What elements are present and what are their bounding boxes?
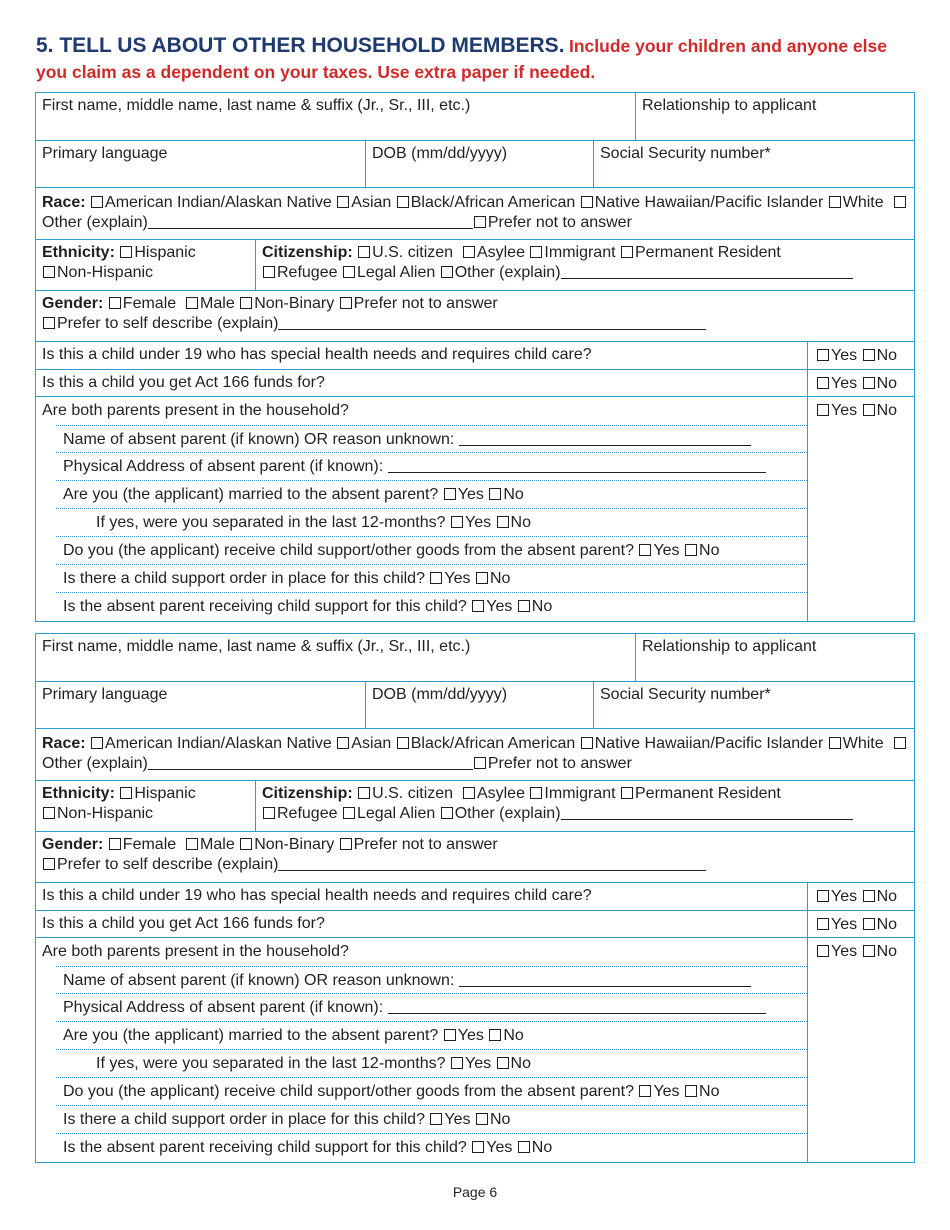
citizenship-other-line[interactable] bbox=[561, 805, 853, 820]
gender-checkbox[interactable] bbox=[240, 297, 252, 309]
absent-parent-name: Name of absent parent (if known) OR reason unknown: bbox=[56, 966, 807, 994]
separated-question: If yes, were you separated in the last 12-months? Yes No bbox=[56, 509, 807, 537]
gender-describe-line[interactable] bbox=[278, 856, 706, 871]
citizenship-checkbox[interactable] bbox=[621, 246, 633, 258]
ethnicity-checkbox[interactable] bbox=[120, 246, 132, 258]
ethnicity-checkbox[interactable] bbox=[43, 807, 55, 819]
no-checkbox[interactable] bbox=[489, 1029, 501, 1041]
yes-checkbox[interactable] bbox=[639, 544, 651, 556]
yes-checkbox[interactable] bbox=[817, 377, 829, 389]
race-checkbox[interactable] bbox=[397, 737, 409, 749]
no-checkbox[interactable] bbox=[863, 377, 875, 389]
no-checkbox[interactable] bbox=[863, 349, 875, 361]
separated-question: If yes, were you separated in the last 12-months? Yes No bbox=[56, 1050, 807, 1078]
relationship-field[interactable]: Relationship to applicant bbox=[635, 93, 914, 140]
race-checkbox[interactable] bbox=[829, 196, 841, 208]
yes-checkbox[interactable] bbox=[817, 349, 829, 361]
member-block-2 bbox=[35, 633, 915, 1163]
special-needs-yes-no: Yes No bbox=[807, 342, 914, 369]
absent-receiving-question: Is the absent parent receiving child support for this child? Yes No bbox=[63, 1139, 553, 1156]
race-checkbox[interactable] bbox=[894, 737, 906, 749]
no-checkbox[interactable] bbox=[497, 516, 509, 528]
gender-row: Gender: Female Male Non-Binary Prefer not to answer Prefer to self describe (explain) bbox=[36, 291, 914, 341]
citizenship-checkbox[interactable] bbox=[358, 787, 370, 799]
race-checkbox[interactable] bbox=[894, 196, 906, 208]
language-field[interactable]: Primary language bbox=[42, 145, 168, 162]
gender-checkbox[interactable] bbox=[43, 858, 55, 870]
no-checkbox[interactable] bbox=[863, 890, 875, 902]
citizenship-checkbox[interactable] bbox=[358, 246, 370, 258]
citizenship-cell: Citizenship: U.S. citizen Asylee Immigrant Permanent Resident Refugee Legal Alien Other (explain) bbox=[255, 240, 914, 290]
ethnicity-cell: Ethnicity: Hispanic Non-Hispanic bbox=[42, 785, 196, 822]
race-checkbox[interactable] bbox=[91, 737, 103, 749]
act166-yes-no: Yes No bbox=[807, 370, 914, 396]
ethnicity-cell: Ethnicity: Hispanic Non-Hispanic bbox=[42, 244, 196, 281]
special-needs-question: Is this a child under 19 who has special health needs and requires child care? bbox=[42, 346, 592, 363]
race-checkbox[interactable] bbox=[337, 737, 349, 749]
no-checkbox[interactable] bbox=[518, 1141, 530, 1153]
ssn-field[interactable]: Social Security number* bbox=[593, 682, 914, 728]
gender-checkbox[interactable] bbox=[186, 297, 198, 309]
act166-question: Is this a child you get Act 166 funds for? bbox=[42, 915, 325, 932]
yes-checkbox[interactable] bbox=[472, 1141, 484, 1153]
section-title: 5. TELL US ABOUT OTHER HOUSEHOLD MEMBERS. bbox=[36, 34, 565, 57]
yes-checkbox[interactable] bbox=[817, 404, 829, 416]
dob-field[interactable]: DOB (mm/dd/yyyy) bbox=[365, 682, 593, 728]
race-row: Race: American Indian/Alaskan Native Asian Black/African American Native Hawaiian/Pacific Islander White Other (explain) Prefer not to answer bbox=[36, 729, 914, 780]
yes-checkbox[interactable] bbox=[451, 1057, 463, 1069]
act166-yes-no: Yes No bbox=[807, 911, 914, 937]
ssn-field[interactable]: Social Security number* bbox=[593, 141, 914, 187]
gender-checkbox[interactable] bbox=[186, 838, 198, 850]
no-checkbox[interactable] bbox=[518, 600, 530, 612]
gender-describe-line[interactable] bbox=[278, 315, 706, 330]
citizenship-checkbox[interactable] bbox=[463, 787, 475, 799]
both-parents-yes-no: Yes No bbox=[807, 938, 914, 1162]
absent-parent-name-line[interactable] bbox=[459, 972, 751, 987]
race-row: Race: American Indian/Alaskan Native Asian Black/African American Native Hawaiian/Pacific Islander White Other (explain) Prefer not to answer bbox=[36, 188, 914, 239]
support-order-question: Is there a child support order in place for this child? Yes No bbox=[56, 565, 807, 593]
race-checkbox[interactable] bbox=[337, 196, 349, 208]
gender-checkbox[interactable] bbox=[340, 838, 352, 850]
name-field[interactable]: First name, middle name, last name & suffix (Jr., Sr., III, etc.) bbox=[42, 97, 471, 114]
citizenship-checkbox[interactable] bbox=[263, 807, 275, 819]
section-heading bbox=[36, 34, 916, 86]
race-checkbox[interactable] bbox=[397, 196, 409, 208]
section-instructions: Include your children and anyone else you claim as a dependent on your taxes. Use extra paper if needed. bbox=[36, 36, 887, 82]
yes-checkbox[interactable] bbox=[817, 918, 829, 930]
page-number: Page 6 bbox=[452, 1184, 498, 1200]
absent-parent-name: Name of absent parent (if known) OR reason unknown: bbox=[56, 425, 807, 453]
yes-checkbox[interactable] bbox=[639, 1085, 651, 1097]
citizenship-checkbox[interactable] bbox=[263, 266, 275, 278]
special-needs-question: Is this a child under 19 who has special health needs and requires child care? bbox=[42, 887, 592, 904]
gender-checkbox[interactable] bbox=[43, 317, 55, 329]
gender-checkbox[interactable] bbox=[340, 297, 352, 309]
gender-checkbox[interactable] bbox=[109, 838, 121, 850]
no-checkbox[interactable] bbox=[476, 1113, 488, 1125]
citizenship-checkbox[interactable] bbox=[343, 266, 355, 278]
married-question: Are you (the applicant) married to the absent parent? Yes No bbox=[56, 1022, 807, 1050]
parents-section bbox=[36, 397, 807, 621]
married-question: Are you (the applicant) married to the absent parent? Yes No bbox=[56, 481, 807, 509]
race-other-line[interactable] bbox=[148, 755, 473, 770]
absent-parent-address-line[interactable] bbox=[388, 458, 766, 473]
absent-parent-name-line[interactable] bbox=[459, 431, 751, 446]
citizenship-other-line[interactable] bbox=[561, 264, 853, 279]
citizenship-checkbox[interactable] bbox=[530, 787, 542, 799]
special-needs-yes-no: Yes No bbox=[807, 883, 914, 910]
citizenship-checkbox[interactable] bbox=[441, 807, 453, 819]
race-checkbox[interactable] bbox=[474, 757, 486, 769]
citizenship-cell: Citizenship: U.S. citizen Asylee Immigrant Permanent Resident Refugee Legal Alien Other (explain) bbox=[255, 781, 914, 831]
no-checkbox[interactable] bbox=[497, 1057, 509, 1069]
ethnicity-checkbox[interactable] bbox=[43, 266, 55, 278]
citizenship-checkbox[interactable] bbox=[621, 787, 633, 799]
yes-checkbox[interactable] bbox=[451, 516, 463, 528]
citizenship-checkbox[interactable] bbox=[441, 266, 453, 278]
absent-parent-address-line[interactable] bbox=[388, 999, 766, 1014]
no-checkbox[interactable] bbox=[863, 945, 875, 957]
absent-receiving-question: Is the absent parent receiving child support for this child? Yes No bbox=[63, 598, 553, 615]
name-field[interactable]: First name, middle name, last name & suffix (Jr., Sr., III, etc.) bbox=[42, 638, 471, 655]
citizenship-checkbox[interactable] bbox=[343, 807, 355, 819]
no-checkbox[interactable] bbox=[476, 572, 488, 584]
member-block-1 bbox=[35, 92, 915, 622]
yes-checkbox[interactable] bbox=[817, 890, 829, 902]
yes-checkbox[interactable] bbox=[472, 600, 484, 612]
gender-row: Gender: Female Male Non-Binary Prefer not to answer Prefer to self describe (explain) bbox=[36, 832, 914, 882]
receive-support-question: Do you (the applicant) receive child support/other goods from the absent parent? Yes No bbox=[56, 1078, 807, 1106]
act166-question: Is this a child you get Act 166 funds for? bbox=[42, 374, 325, 391]
gender-checkbox[interactable] bbox=[109, 297, 121, 309]
race-checkbox[interactable] bbox=[581, 737, 593, 749]
citizenship-checkbox[interactable] bbox=[463, 246, 475, 258]
both-parents-question: Are both parents present in the household? bbox=[42, 943, 349, 960]
no-checkbox[interactable] bbox=[685, 1085, 697, 1097]
relationship-field[interactable]: Relationship to applicant bbox=[635, 634, 914, 681]
yes-checkbox[interactable] bbox=[444, 488, 456, 500]
receive-support-question: Do you (the applicant) receive child support/other goods from the absent parent? Yes No bbox=[56, 537, 807, 565]
gender-checkbox[interactable] bbox=[240, 838, 252, 850]
no-checkbox[interactable] bbox=[685, 544, 697, 556]
both-parents-question: Are both parents present in the household? bbox=[42, 402, 349, 419]
both-parents-yes-no: Yes No bbox=[807, 397, 914, 621]
ethnicity-checkbox[interactable] bbox=[120, 787, 132, 799]
citizenship-checkbox[interactable] bbox=[530, 246, 542, 258]
no-checkbox[interactable] bbox=[863, 404, 875, 416]
support-order-question: Is there a child support order in place for this child? Yes No bbox=[56, 1106, 807, 1134]
absent-parent-address: Physical Address of absent parent (if known): bbox=[56, 453, 807, 481]
absent-parent-address: Physical Address of absent parent (if known): bbox=[56, 994, 807, 1022]
race-other-line[interactable] bbox=[148, 214, 473, 229]
language-field[interactable]: Primary language bbox=[42, 686, 168, 703]
parents-section bbox=[36, 938, 807, 1162]
race-checkbox[interactable] bbox=[829, 737, 841, 749]
yes-checkbox[interactable] bbox=[817, 945, 829, 957]
dob-field[interactable]: DOB (mm/dd/yyyy) bbox=[365, 141, 593, 187]
no-checkbox[interactable] bbox=[489, 488, 501, 500]
no-checkbox[interactable] bbox=[863, 918, 875, 930]
race-checkbox[interactable] bbox=[474, 216, 486, 228]
race-checkbox[interactable] bbox=[581, 196, 593, 208]
race-checkbox[interactable] bbox=[91, 196, 103, 208]
yes-checkbox[interactable] bbox=[430, 572, 442, 584]
yes-checkbox[interactable] bbox=[444, 1029, 456, 1041]
yes-checkbox[interactable] bbox=[430, 1113, 442, 1125]
